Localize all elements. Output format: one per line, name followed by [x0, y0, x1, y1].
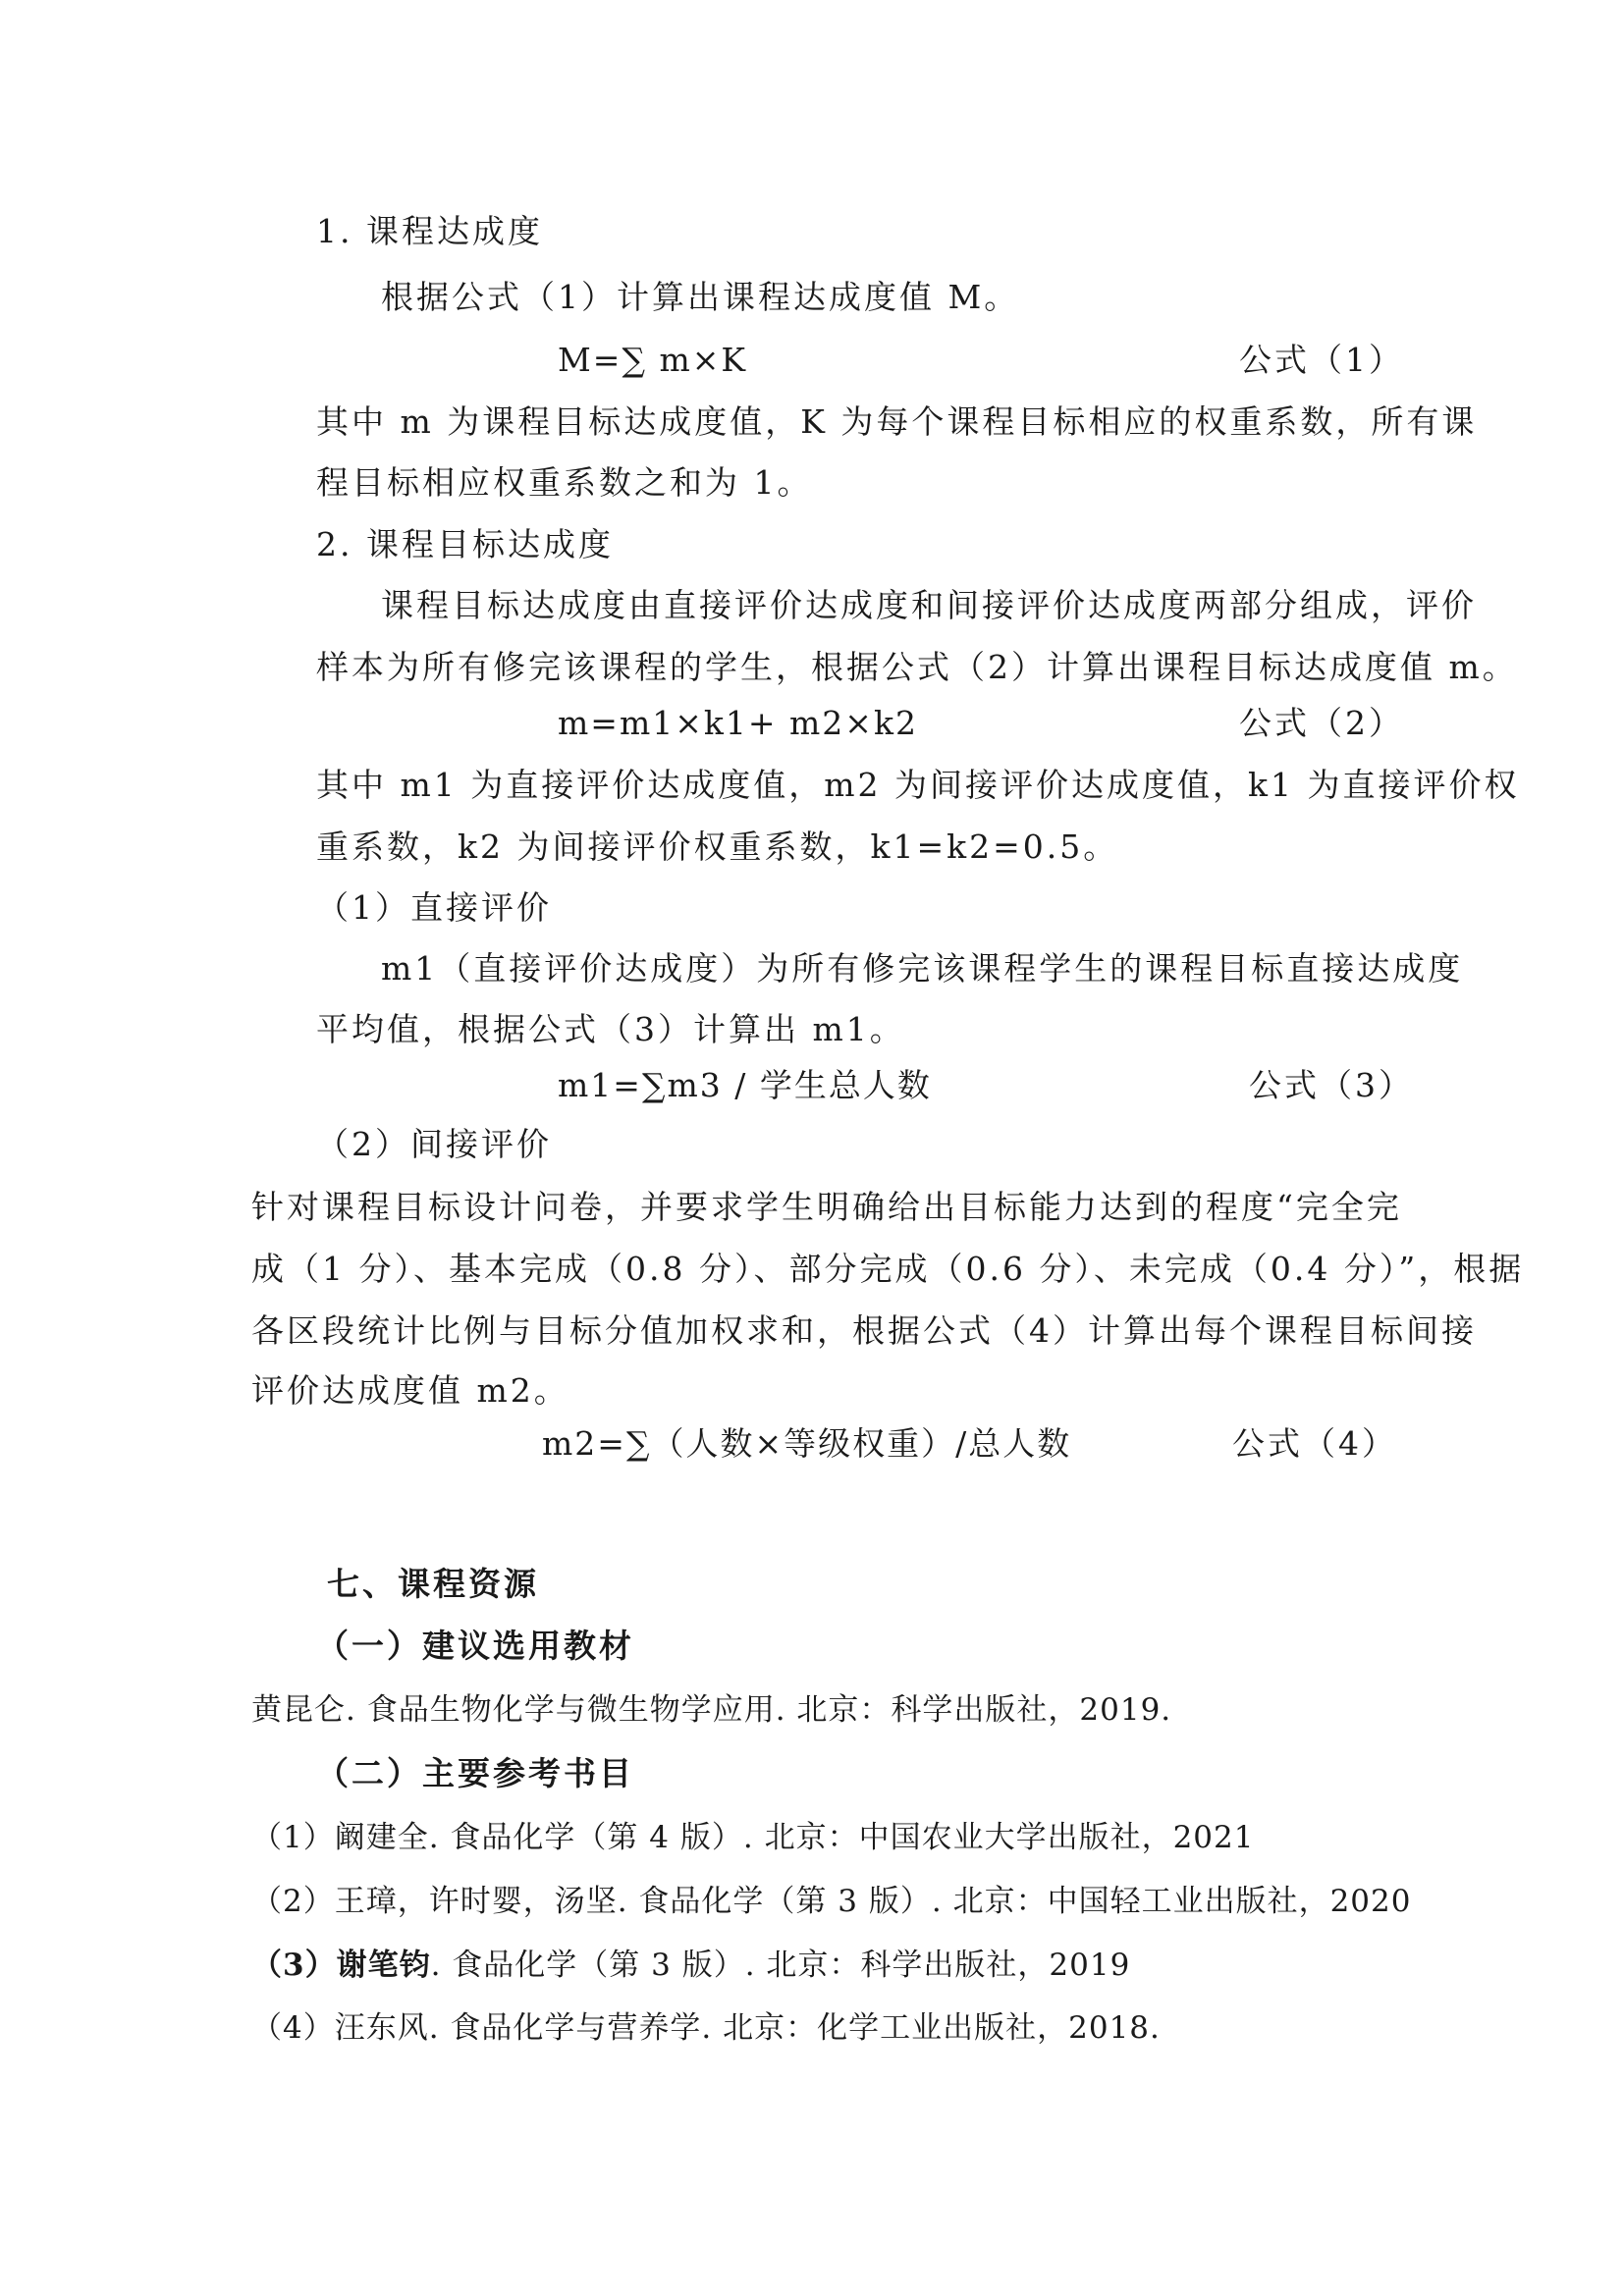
formula-4: m2=∑（人数×等级权重）/总人数: [542, 1424, 1072, 1463]
paragraph-line: 其中 m 为课程目标达成度值，K 为每个课程目标相应的权重系数，所有课: [316, 402, 1478, 441]
subsection-heading-textbook: （一）建议选用教材: [316, 1627, 634, 1665]
section-heading-course-attainment: 1. 课程达成度: [316, 212, 543, 250]
paragraph-line: 样本为所有修完该课程的学生，根据公式（2）计算出课程目标达成度值 m。: [316, 648, 1518, 686]
formula-3: m1=∑m3 / 学生总人数: [558, 1066, 932, 1104]
paragraph-line: 根据公式（1）计算出课程达成度值 M。: [381, 278, 1020, 316]
formula-number-4: 公式（4）: [1232, 1424, 1397, 1463]
formula-number-1: 公式（1）: [1239, 341, 1404, 379]
paragraph-line: 成（1 分）、基本完成（0.8 分）、部分完成（0.6 分）、未完成（0.4 分）”，根据: [251, 1250, 1525, 1288]
paragraph-line: 重系数，k2 为间接评价权重系数，k1=k2=0.5。: [316, 828, 1119, 866]
formula-number-2: 公式（2）: [1239, 704, 1404, 742]
reference-rest: . 食品化学（第 3 版）. 北京：科学出版社，2019: [430, 1948, 1131, 1983]
paragraph-line: 评价达成度值 m2。: [251, 1371, 569, 1410]
paragraph-line: m1（直接评价达成度）为所有修完该课程学生的课程目标直接达成度: [381, 949, 1464, 988]
formula-2: m=m1×k1+ m2×k2: [558, 704, 918, 742]
section-heading-objective-attainment: 2. 课程目标达成度: [316, 525, 614, 563]
reference-item: （2）王璋，许时婴，汤坚. 食品化学（第 3 版）. 北京：中国轻工业出版社，2020: [251, 1884, 1412, 1919]
paragraph-line: 程目标相应权重系数之和为 1。: [316, 463, 813, 502]
paragraph-line: 平均值，根据公式（3）计算出 m1。: [316, 1010, 905, 1048]
reference-item: [251, 1946, 1130, 1985]
reference-author-bold: （3）谢笔钧: [251, 1948, 431, 1983]
subsection-heading-indirect-evaluation: （2）间接评价: [316, 1125, 552, 1163]
reference-item: （1）阚建全. 食品化学（第 4 版）. 北京：中国农业大学出版社，2021: [251, 1820, 1255, 1855]
paragraph-line: 课程目标达成度由直接评价达成度和间接评价达成度两部分组成，评价: [381, 586, 1477, 624]
subsection-heading-direct-evaluation: （1）直接评价: [316, 888, 552, 927]
paragraph-line: 其中 m1 为直接评价达成度值，m2 为间接评价达成度值，k1 为直接评价权: [316, 766, 1520, 804]
subsection-heading-references: （二）主要参考书目: [316, 1754, 634, 1792]
textbook-entry: 黄昆仑. 食品生物化学与微生物学应用. 北京：科学出版社，2019.: [251, 1692, 1172, 1728]
paragraph-line: 各区段统计比例与目标分值加权求和，根据公式（4）计算出每个课程目标间接: [251, 1311, 1477, 1350]
formula-1: M=∑ m×K: [558, 341, 748, 379]
reference-item: （4）汪东风. 食品化学与营养学. 北京：化学工业出版社，2018.: [251, 2010, 1161, 2046]
paragraph-line: 针对课程目标设计问卷，并要求学生明确给出目标能力达到的程度“完全完: [251, 1188, 1402, 1226]
section-heading-course-resources: 七、课程资源: [327, 1565, 539, 1603]
formula-number-3: 公式（3）: [1249, 1066, 1414, 1104]
